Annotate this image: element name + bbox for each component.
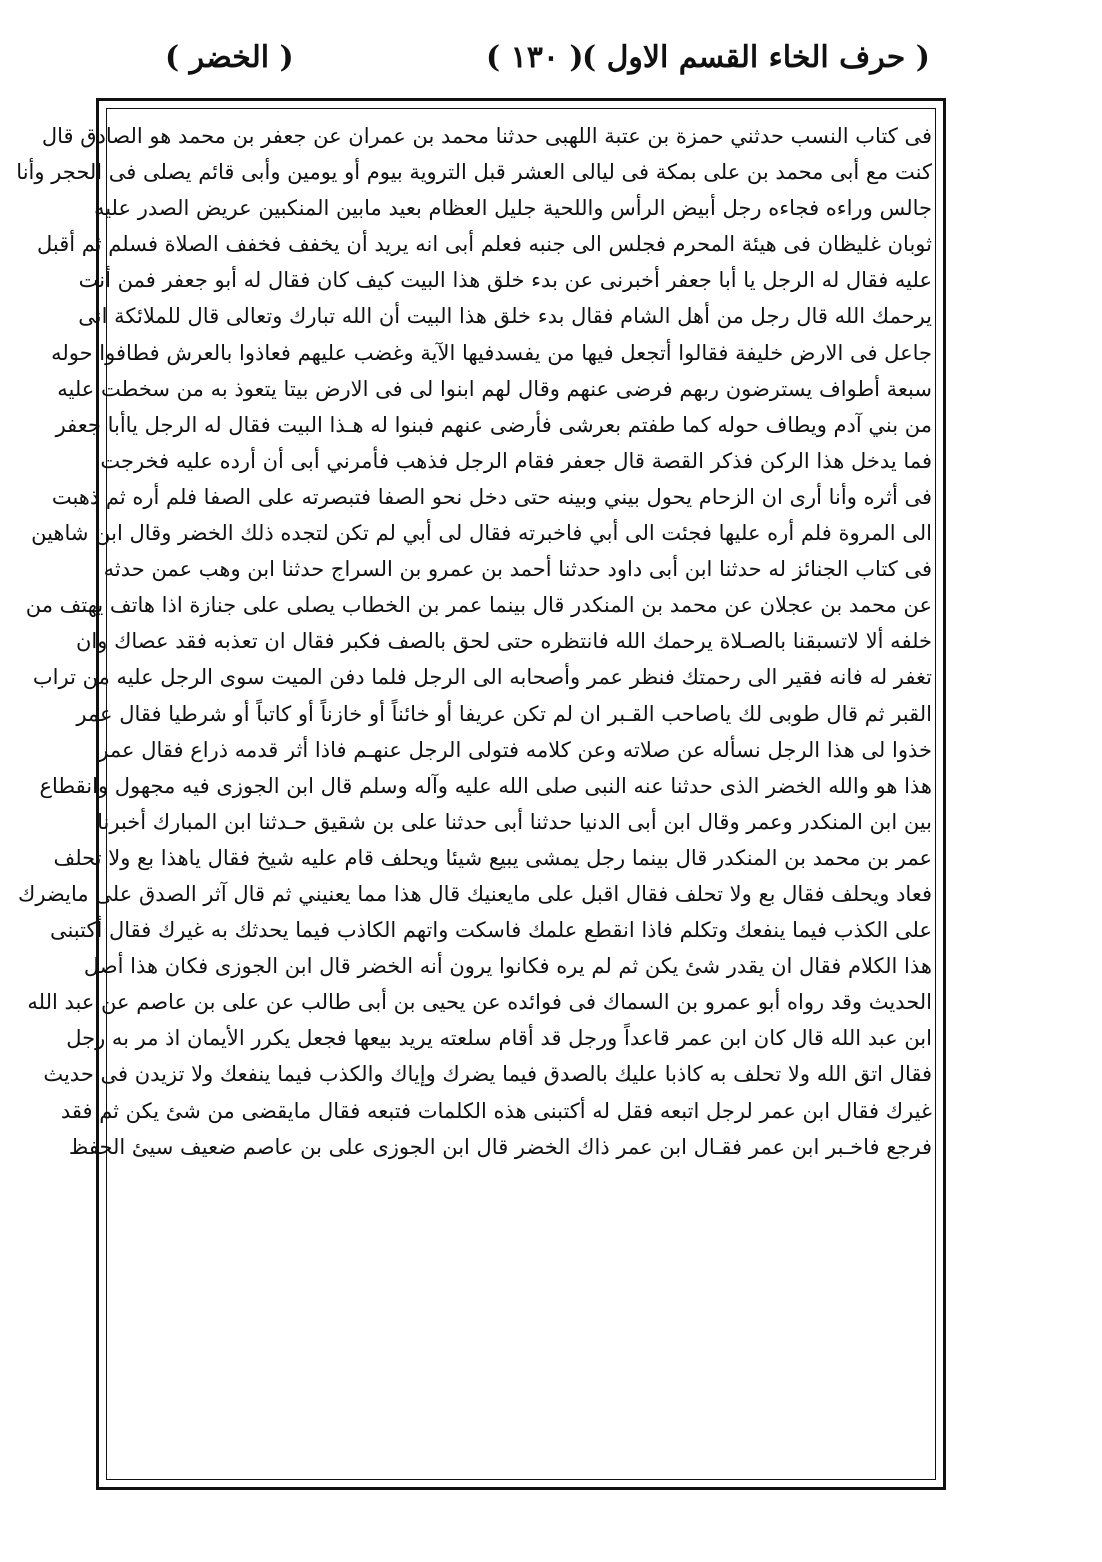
text-line: تغفر له فانه فقير الى رحمتك فنظر عمر وأصحابه الى الرجل فلما دفن الميت سوى الرجل عليه من تراب <box>32 665 932 690</box>
text-line: جاعل فى الارض خليفة فقالوا أتجعل فيها من يفسدفيها الآية وغضب عليهم فعاذوا بالعرش فطافوا حوله <box>51 340 932 365</box>
text-line: كنت مع أبى محمد بن على بمكة فى ليالى العشر قبل التروية بيوم أو يومين وأبى قائم يصلى فى الحجر وأنا <box>16 160 932 185</box>
text-line: سبعة أطواف يسترضون ربهم فرضى عنهم وقال لهم ابنوا لى فى الارض بيتا يتعوذ به من سخطت عليه <box>57 376 932 401</box>
body-text <box>16 118 932 1488</box>
text-line: الحديث وقد رواه أبو عمرو بن السماك فى فوائده عن يحيى بن أبى طالب عن على بن عاصم عن عبد الله <box>27 990 932 1015</box>
text-line: هذا الكلام فقال ان يقدر شئ يكن ثم لم يره فكانوا يرون أنه الخضر قال ابن الجوزى فكان هذا أصل <box>83 954 932 979</box>
text-line: ابن عبد الله قال كان ابن عمر قاعداً ورجل قد أقام سلعته يريد بيعها فجعل يكرر الأيمان اذ مر به رجل <box>66 1026 932 1051</box>
text-line: خلفه ألا لاتسبقنا بالصـلاة يرحمك الله فانتظره حتى لحق بالصف فكبر فقال ان تعذبه فقد عصاك وان <box>76 629 932 654</box>
text-line: فما يدخل هذا الركن فذكر القصة قال جعفر فقام الرجل فذهب فأمرني أبى أن أرده عليه فخرجت <box>100 448 932 473</box>
text-line: فى كتاب النسب حدثني حمزة بن عتبة اللهبى حدثنا محمد بن عمران عن جعفر بن محمد هو الصادق قال <box>41 124 932 148</box>
page-header <box>150 40 930 100</box>
text-line: خذوا لى هذا الرجل نسأله عن صلاته وعن كلامه فتولى الرجل عنهـم فاذا أثر قدمه ذراع فقال عمر <box>98 737 932 762</box>
text-line: فعاد ويحلف فقال بع ولا تحلف فقال اقبل على مايعنيك قال هذا مما يعنيني ثم قال آثر الصدق على مايضرك <box>18 881 932 906</box>
text-line: فقال اتق الله ولا تحلف به كاذبا عليك بالصدق فيما يضرك وإياك والكذب فيما ينفعك ولا تزيدن فى حديث <box>43 1062 932 1087</box>
text-line: ثوبان غليظان فى هيئة المحرم فجلس الى جنبه فعلم أبى انه يريد أن يخفف فخفف الصلاة فسلم ثم أقبل <box>37 232 932 257</box>
text-line: عليه فقال له الرجل يا أبا جعفر أخبرنى عن بدء خلق هذا البيت كيف كان فقال له أبو جعفر فمن أنت <box>78 268 932 293</box>
text-line: فى كتاب الجنائز له حدثنا ابن أبى داود حدثنا أحمد بن عمرو بن السراج حدثنا ابن وهب عمن حدثه <box>103 557 932 582</box>
text-line: عن محمد بن عجلان عن محمد بن المنكدر قال بينما عمر بن الخطاب يصلى على جنازة اذا هاتف يهتف من <box>25 593 932 618</box>
text-line: بين ابن المنكدر وعمر وقال ابن أبى الدنيا حدثنا أبى حدثنا على بن شقيق حـدثنا ابن المبارك أخبرنا <box>97 809 932 834</box>
text-line: الى المروة فلم أره عليها فجئت الى أبي فاخبرته فقال لى أبي لم تكن لتجده ذلك الخضر وقال ابن شاهين <box>31 521 932 546</box>
text-line: من بني آدم ويطاف حوله كما طفتم بعرشى فأرضى عنهم فبنوا له هـذا البيت فقال له الرجل ياأبا جعفر <box>55 412 932 437</box>
text-line: عمر بن محمد بن المنكدر قال بينما رجل يمشى يبيع شيئا ويحلف قام عليه شيخ فقال ياهذا بع ولا تحلف <box>53 845 932 870</box>
text-line: جالس وراءه فجاءه رجل أبيض الرأس واللحية جليل العظام بعيد مابين المنكبين عريض الصدر عليه <box>93 196 932 221</box>
text-line: فرجع فاخـبر ابن عمر فقـال ابن عمر ذاك الخضر قال ابن الجوزى على بن عاصم ضعيف سيئ الحفظ <box>68 1134 932 1159</box>
text-line: يرحمك الله قال رجل من أهل الشام فقال بدء خلق هذا البيت أن الله تبارك وتعالى قال للملائكة انى <box>78 304 932 329</box>
text-line: فى أثره وأنا أرى ان الزحام يحول بيني وبينه حتى دخل نحو الصفا فتبصرته على الصفا فلم أره ثم ذهبت <box>51 484 932 509</box>
text-line: غيرك فقال ابن عمر لرجل اتبعه فقل له أكتبنى هذه الكلمات فتبعه فقال مايقضى من شئ يكن ثم فقد <box>60 1098 932 1123</box>
running-title-left: ( الخضر ) <box>165 40 294 75</box>
page-number: ( ١٣٠ ) <box>486 40 584 75</box>
text-line: على الكذب فيما ينفعك وتكلم فاذا انقطع علمك فاسكت واتهم الكاذب فيما يحدثك به غيرك فقال أكتبنى <box>49 918 932 943</box>
running-title-right: ( حرف الخاء القسم الاول ) <box>581 40 930 75</box>
text-line: القبر ثم قال طوبى لك ياصاحب القـبر ان لم تكن عريفا أو خائناً أو خازناً أو كاتباً أو شرطيا فقال عمر <box>76 701 932 726</box>
text-line: هذا هو والله الخضر الذى حدثنا عنه النبى صلى الله عليه وآله وسلم قال ابن الجوزى فيه مجهول وانقطاع <box>39 773 932 798</box>
